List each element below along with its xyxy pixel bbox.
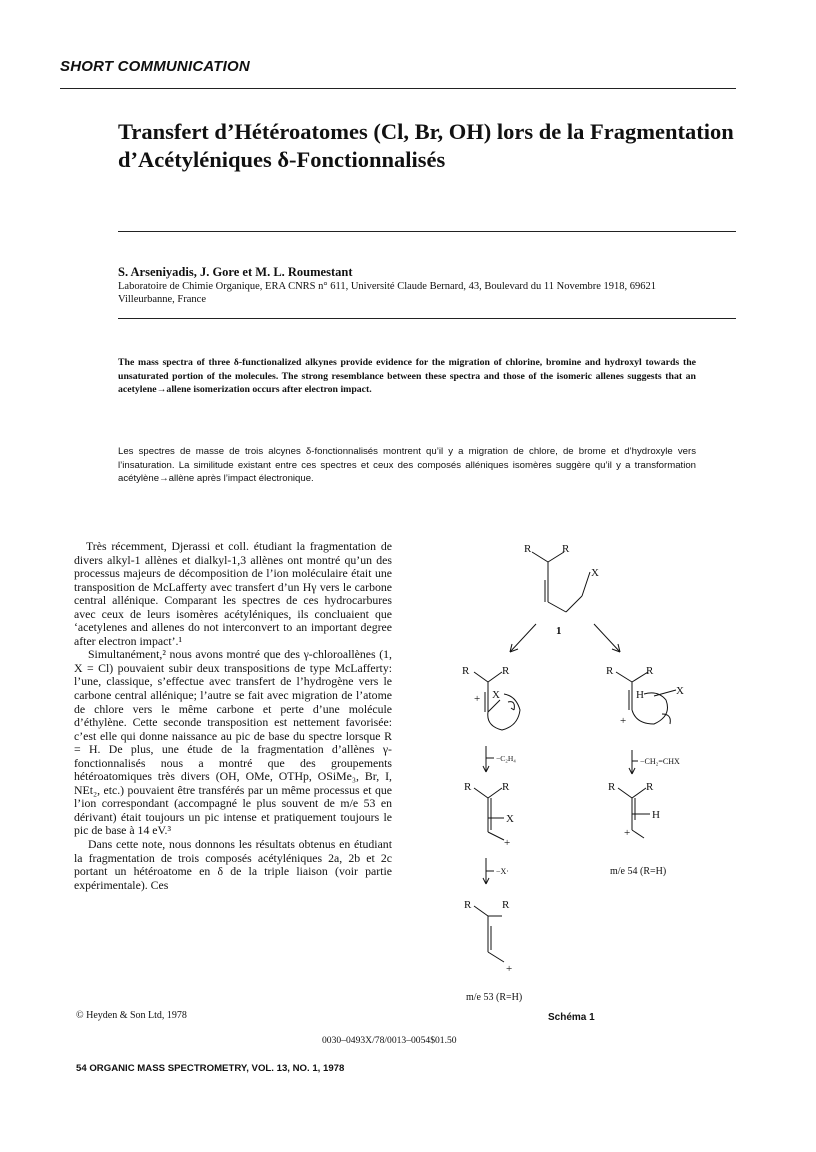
scheme-r4: R [502,665,510,677]
scheme-h1: H [636,689,644,701]
abstract-english: The mass spectra of three δ-functionalized alkynes provide evidence for the migration of chlorine, bromine and hydroxyl towards the unsaturated portion of the molecules. The strong resemblance between these spectra and those of the isomeric allenes suggests that an acetylene→allene isomerization occurs after electron impact. [118,357,696,395]
title-rule [118,231,736,232]
scheme-plus5: + [506,963,513,975]
scheme-r12: R [502,899,510,911]
scheme-r8: R [502,781,510,793]
header-rule [60,88,736,89]
loss-x: −X· [496,867,509,876]
section-header: SHORT COMMUNICATION [60,58,250,75]
authors: S. Arseniyadis, J. Gore et M. L. Roumestant [118,265,353,279]
scheme-x2: X [492,689,500,701]
loss-c2h4: −C₂H₄ [496,754,516,763]
affiliation: Laboratoire de Chimie Organique, ERA CNRS n° 611, Université Claude Bernard, 43, Boulevard du 11 Novembre 1918, 69621 Villeurbanne, France [118,281,657,305]
doi-code: 0030–0493X/78/0013–0054$01.50 [322,1035,457,1046]
scheme-x3: X [676,685,684,697]
scheme-h2: H [652,809,660,821]
scheme-r6: R [646,665,654,677]
scheme-r7: R [464,781,472,793]
journal-footer: 54 ORGANIC MASS SPECTROMETRY, VOL. 13, NO. 1, 1978 [76,1063,345,1074]
scheme-x4: X [506,813,514,825]
article-title: Transfert d’Hétéroatomes (Cl, Br, OH) lors de la Fragmentation d’Acétyléniques δ-Fonctionnalisés [118,119,734,172]
ion-53-label: m/e 53 (R=H) [466,992,523,1003]
scheme-r5: R [606,665,614,677]
scheme-plus2: + [620,715,627,727]
scheme-plus3: + [504,837,511,849]
scheme-r10: R [646,781,654,793]
scheme-plus1: + [474,693,481,705]
body-paragraph-2: Simultanément,² nous avons montré que des γ-chloroallènes (1, X = Cl) pouvaient subir deux transpositions de type McLafferty: l’une, classique, s’effectue avec transfert de l’hydrogène vers le carbone central allénique; l’autre se fait avec migration de l’atome de chlore vers le même carbone et perte d’une molécule d’éthylène. Cette seconde transposition est nettement favorisée: c’est elle qui donne naissance au pic de base du spectre lorsque R = H. De plus, une étude de la fragmentation d’allènes γ-fonctionnalisés nous a montré que des groupements hétéroatomiques très divers (OH, OMe, OTHp, OSiMe₃, Br, I, NEt₂, etc.) pouvaient être transférés par un même processus et que l’ion correspondant (accompagné le plus souvent de m/e 53 en dérivant) était toujours un pic intense et pratiquement toujours le pic de base à 14 eV.³ [74,647,392,838]
scheme-r11: R [464,899,472,911]
reaction-scheme [440,540,740,1010]
abstract-french: Les spectres de masse de trois alcynes δ-fonctionnalisés montrent qu’il y a migration de chlore, de brome et d’hydroxyle vers l’insaturation. La similitude existant entre ces spectres et ceux des composés alléniques isomères suggère qu’il y a transformation acétylène→allène après l’impact électronique. [118,446,696,484]
scheme-r9: R [608,781,616,793]
ion-54-label: m/e 54 (R=H) [610,866,667,877]
scheme-plus4: + [624,827,631,839]
scheme-r2: R [562,543,570,555]
body-paragraph-3: Dans cette note, nous donnons les résultats obtenus en étudiant la fragmentation de trois composés acétyléniques 2a, 2b et 2c portant un hétéroatome en δ de la triple liaison (voir partie expérimentale). Ces [74,837,392,892]
compound-number: 1 [556,625,562,637]
copyright: © Heyden & Son Ltd, 1978 [76,1010,187,1021]
body-text [74,540,392,892]
body-paragraph-1: Très récemment, Djerassi et coll. étudiant la fragmentation de divers alkyl-1 allènes et dialkyl-1,3 allènes ont montré qu’un des processus majeurs de décomposition de l’ion moléculaire était une transposition de McLafferty avec transfert d’un Hγ vers le carbone central allénique. Comparant les spectres de ces hydrocarbures avec ceux de leurs isomères acétyléniques, ils concluaient que ‘acetylenes and allenes do not interconvert to an important degree after electron impact’.¹ [74,539,392,648]
scheme-r1: R [524,543,532,555]
scheme-caption: Schéma 1 [548,1012,595,1023]
affiliation-rule [118,318,736,319]
scheme-r3: R [462,665,470,677]
scheme-x1: X [591,567,599,579]
loss-ch2chx: −CH₂=CHX [640,757,680,766]
